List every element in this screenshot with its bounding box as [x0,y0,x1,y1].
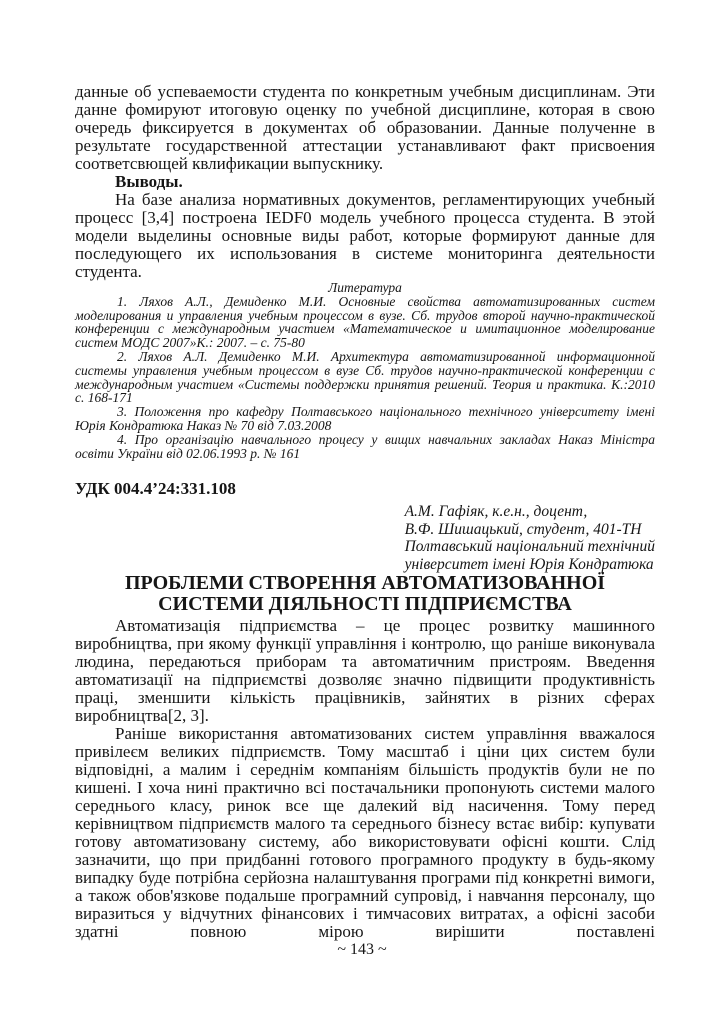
literature-heading: Литература [328,280,402,295]
conclusions-paragraph: На базе анализа нормативных документов, регламентирующих учебный процесс [3,4] построена IEDF0 модель учебного процесса студента. В этой модели выделины основные виды работ, которые формируют данные для последующего их использования в системе мониторинга деятельности студента. [75,190,655,281]
author-line-2: В.Ф. Шишацький, студент, 401-ТН [404,520,642,538]
article-paragraph-1: Автоматизація підприємства – це процес розвитку машинного виробництва, при якому функції управління і контролю, що раніше виконувала людина, передаються приборам та автоматичним пристроям. Введення автоматизації на підприємстві дозволяє значно підвищити продуктивність праці, зменшити кількість працівників, зайнятих в різних сферах виробництва[2, 3]. [75,616,655,726]
article-title-line-2: СИСТЕМИ ДІЯЛЬНОСТІ ПІДПРИЄМСТВА [158,593,572,616]
author-affiliation-line-1: Полтавський національний технічний [404,538,655,556]
article-title [75,573,655,615]
article-title-line-1: ПРОБЛЕМИ СТВОРЕННЯ АВТОМАТИЗОВАННОЇ [124,572,606,595]
author-affiliation-line-2: університет імені Юрія Кондратюка [404,555,654,573]
udc-code: УДК 004.4’24:331.108 [75,479,236,499]
reference-item-4: 4. Про організацію навчального процесу у вищих навчальних закладах Наказ Міністра освіти України від 02.06.1993 р. № 161 [75,431,655,461]
article-paragraph-2: Раніше використання автоматизованих систем управління вважалося привілеєм великих підприємств. Тому масштаб і ціни цих систем були відповідні, а малим і середнім компаніям більшість продуктів були не по кишені. І хоча нині практично всі постачальники пропонують системи малого середнього класу, ринок все ще далекий від насичення. Тому перед керівництвом підприємств малого та середнього бізнесу встає вибір: купувати готову автоматизовану систему, або використовувати офісні кошти. Слід зазначити, що при придбанні готового програмного продукту в будь-якому випадку буде потрібна серйозна налаштування програми під конкретні вимоги, а також обов'язкове подальше програмний супровід, і навчання персоналу, що виразиться у відчутних фінансових і тимчасових витратах, а офісні засоби здатні повною мірою вирішити поставлені [75,724,655,942]
conclusions-heading: Выводы. [115,172,183,191]
author-line-1: А.М. Гафіяк, к.е.н., доцент, [404,503,588,521]
reference-item-3: 3. Положення про кафедру Полтавського національного технічного університету імені Юрія Кондратюка Наказ № 70 від 7.03.2008 [75,404,655,433]
reference-item-1: 1. Ляхов А.Л., Демиденко М.И. Основные свойства автоматизированных систем моделирования и управления учебным процессом в вузе. Сб. трудов второй научно-практической конференции с международным участием «Математическое и имитационное моделирование систем МОДС 2007»К.: 2007. – с. 75-80 [75,293,655,351]
page-number: ~ 143 ~ [337,941,387,958]
continuation-paragraph: данные об успеваемости студента по конкретным учебным дисциплинам. Эти данне фомируют итоговую оценку по учебной дисциплине, которая в свою очередь фиксируется в документах об образовании. Данные полученне в результате государственной аттестации устанавливают факт присвоения соответсвющей квлификации выпускнику. [75,82,655,173]
author-block [75,503,655,573]
reference-item-2: 2. Ляхов А.Л. Демиденко М.И. Архитектура автоматизированной информационной системы управления учебным процессом в вузе Сб. трудов научно-практической конференции с международным участием «Системы поддержки принятия решений. Теория и практика. К.:2010 с. 168-171 [75,348,655,406]
